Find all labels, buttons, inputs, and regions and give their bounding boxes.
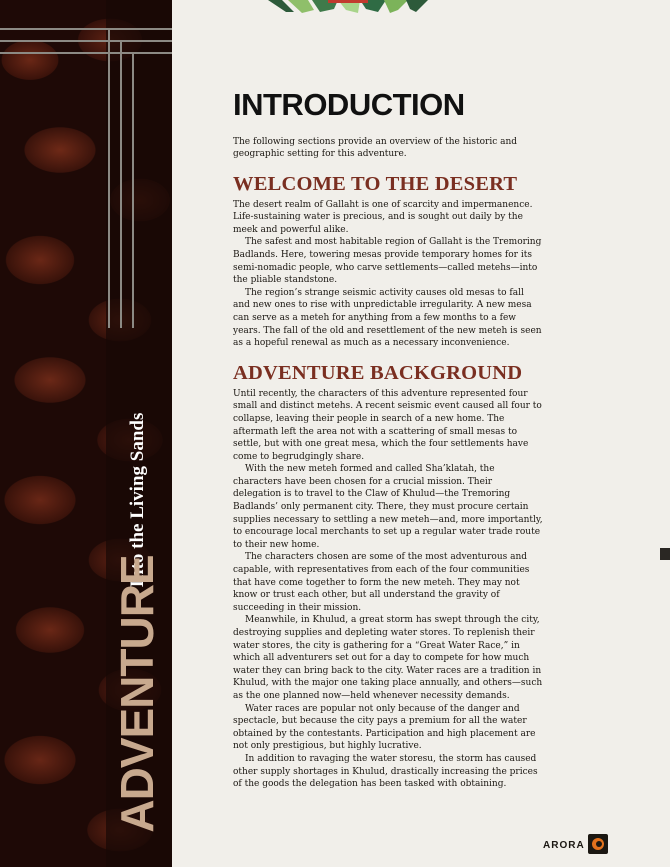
body-paragraph: The safest and most habitable region of Gallaht is the Tremoring Badlands. Here, towering mesas provide temporary homes for its semi-nomadic people, who carve settlements—called metehs—into the pliable standstone.	[233, 237, 542, 286]
page-title: INTRODUCTION	[233, 87, 465, 122]
decorative-sidebar	[0, 0, 172, 867]
arora-logo-icon	[588, 834, 608, 854]
page-edge-marker	[660, 548, 670, 560]
body-paragraph: Meanwhile, in Khulud, a great storm has swept through the city, destroying supplies and depleting water stores. To replenish their water stores, the city is gathering for a “Great Water Race,” in which all adventurers set out for a day to compete for how much water they can bring back to the city. Water races are a tradition in Khulud, with the major one taking place annually, and others—such as the one planned now—held whenever necessity demands.	[233, 615, 543, 701]
book-subtitle: Into the Living Sands	[127, 412, 148, 588]
body-paragraph: The characters chosen are some of the most adventurous and capable, with representatives from each of the four communities that have come together to form the new meteh. They may not know or trust each other, but all understand the gravity of succeeding in their mission.	[233, 552, 530, 613]
sidebar-rule	[0, 28, 172, 30]
sidebar-rule	[0, 40, 172, 42]
sidebar-rule	[132, 52, 134, 328]
sidebar-banner: ADVENTURE	[111, 555, 163, 833]
sidebar-rule	[120, 40, 122, 328]
publisher-name: ARORA	[543, 840, 585, 851]
intro-paragraph: The following sections provide an overview of the historic and geographic setting for this adventure.	[233, 137, 518, 159]
main-column	[233, 86, 543, 791]
body-paragraph: In addition to ravaging the water storesu, the storm has caused other supply shortages in Khulud, drastically increasing the prices of the goods the delegation has been tasked with obtaining.	[233, 753, 538, 790]
body-paragraph: Water races are popular not only because of the danger and spectacle, but because the city pays a premium for all the water obtained by the contestants. Participation and high placement are not only prestigious, but highly lucrative.	[233, 703, 536, 752]
body-paragraph: The region’s strange seismic activity causes old mesas to fall and new ones to rise with unpredictable irregularity. A new mesa can serve as a meteh for anything from a few months to a few years. The fall of the old and resettlement of the new meteh is seen as a hopeful renewal as much as a necessary inconvenience.	[233, 287, 542, 349]
sidebar-rule	[108, 28, 110, 328]
sidebar-rule	[0, 52, 172, 54]
section-heading: ADVENTURE BACKGROUND	[233, 361, 523, 384]
body-paragraph: With the new meteh formed and called Sha’klatah, the characters have been chosen for a crucial mission. Their delegation is to travel to the Claw of Khulud—the Tremoring Badlands’ only permanent city. There, they must procure certain supplies necessary to settling a new meteh—and, more importantly, to encourage local merchants to set up a regular water trade route to their new home.	[233, 464, 543, 550]
top-ornament-icon	[268, 0, 428, 14]
section-heading: WELCOME TO THE DESERT	[233, 172, 518, 195]
body-paragraph: The desert realm of Gallaht is one of scarcity and impermanence. Life-sustaining water is precious, and is sought out daily by the meek and powerful alike.	[233, 199, 533, 235]
body-paragraph: Until recently, the characters of this adventure represented four small and distinct metehs. A recent seismic event caused all four to collapse, leaving their people in search of a new home. The aftermath left the area not with a scattering of small mesas to settle, but with one great mesa, which the four settlements have come to begrudgingly share.	[233, 388, 542, 462]
